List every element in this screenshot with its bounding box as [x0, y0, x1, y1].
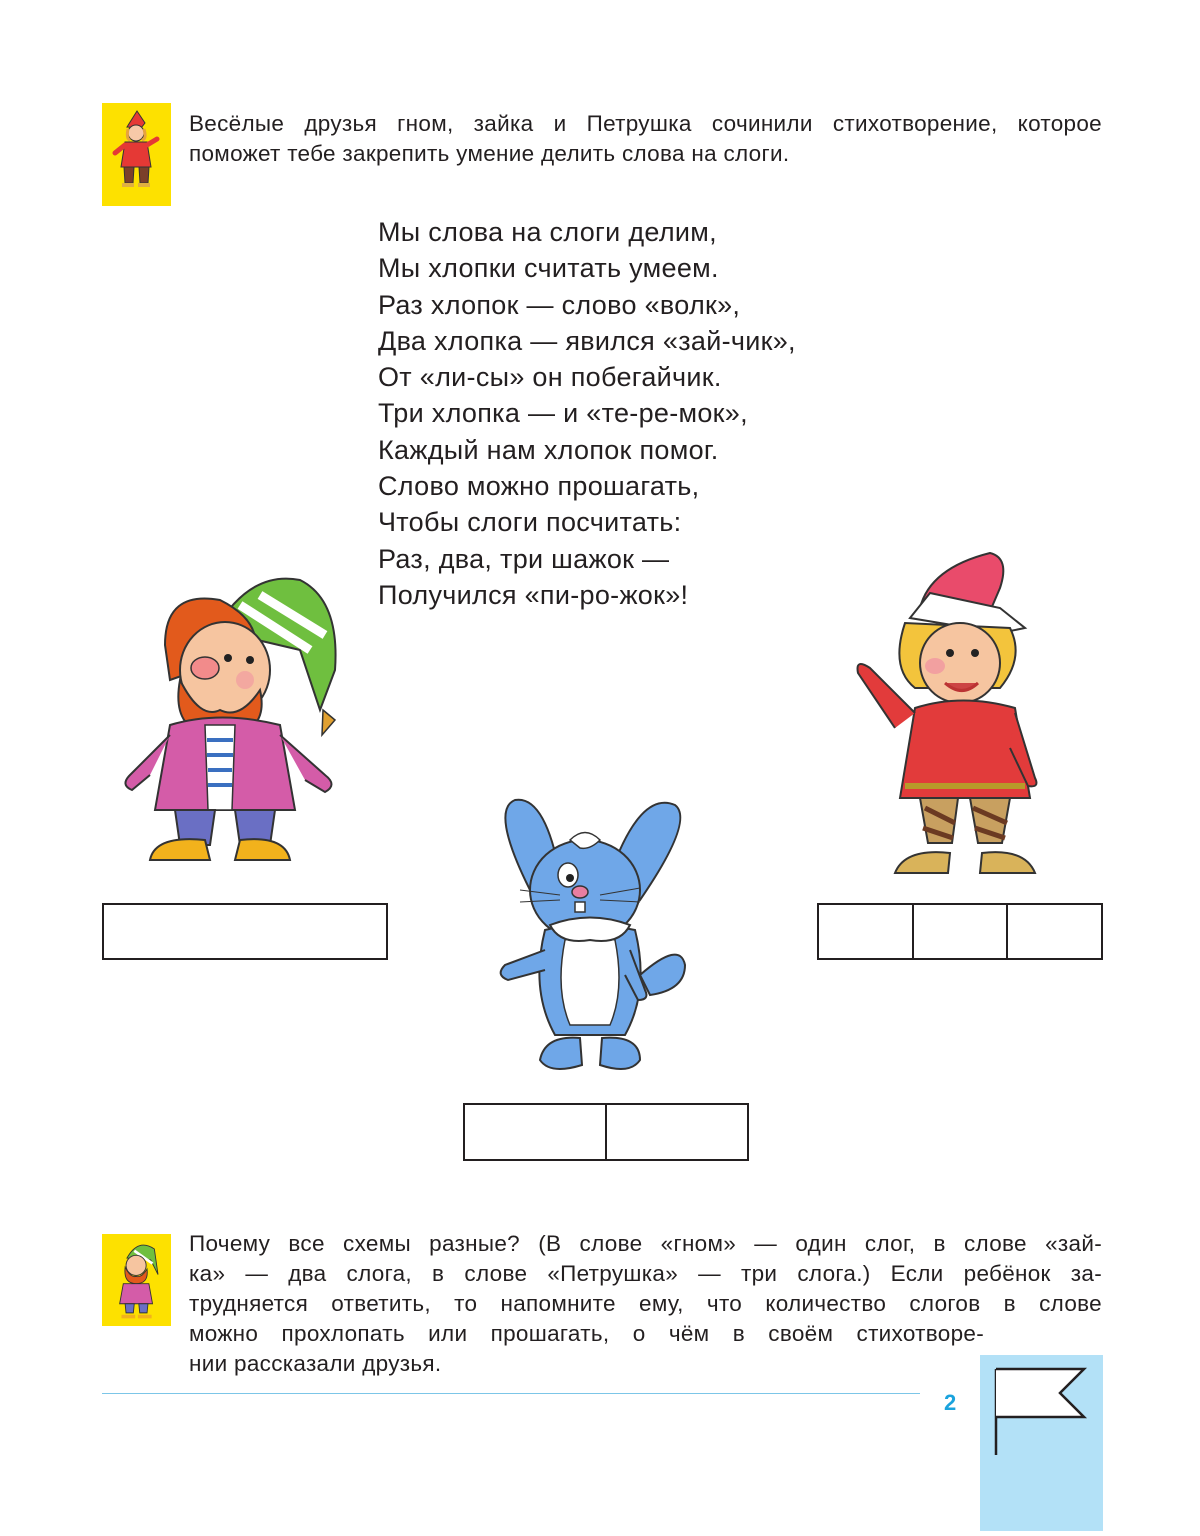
syllable-box[interactable] — [912, 905, 1007, 958]
poem-line: Раз, два, три шажок — — [378, 543, 670, 574]
syllable-box[interactable] — [104, 905, 386, 958]
poem-line: Два хлопка — явился «зай-чик», — [378, 325, 796, 356]
poem-line: Раз хлопок — слово «волк», — [378, 289, 741, 320]
note-line: трудняется ответить, то напомните ему, что количество слогов в слове — [189, 1291, 1102, 1316]
gnome-illustration — [110, 560, 350, 885]
poem-line: От «ли-сы» он побегайчик. — [378, 362, 722, 393]
poem-line: Три хлопка — и «те-ре-мок», — [378, 398, 748, 429]
poem — [378, 214, 796, 613]
gnome-syllable-scheme[interactable] — [102, 903, 388, 960]
syllable-box[interactable] — [1006, 905, 1101, 958]
note-line: Почему все схемы разные? (В слове «гном» — один слог, в слове «зай- — [189, 1231, 1102, 1256]
petrushka-syllable-scheme[interactable] — [817, 903, 1103, 960]
intro-line: Весёлые друзья гном, зайка и Петрушка сочинили стихотворение, которое — [189, 111, 1102, 136]
note-line: можно прохлопать или прошагать, о чём в своём стихотворе- — [189, 1321, 984, 1346]
margin-box — [980, 1355, 1103, 1531]
poem-line: Получился «пи-ро-жок»! — [378, 579, 689, 610]
bunny-syllable-scheme[interactable] — [463, 1103, 749, 1161]
note-line: ка» — два слога, в слове «Петрушка» — три слога.) Если ребёнок за- — [189, 1261, 1102, 1286]
poem-line: Чтобы слоги посчитать: — [378, 507, 682, 538]
poem-line: Мы слова на слоги делим, — [378, 217, 717, 247]
syllable-box[interactable] — [465, 1105, 605, 1159]
note-line: нии рассказали друзья. — [189, 1351, 442, 1376]
page-number: 2 — [944, 1390, 957, 1415]
poem-line: Мы хлопки считать умеем. — [378, 253, 719, 284]
teacher-note — [189, 1229, 1102, 1379]
flag-icon — [980, 1355, 1103, 1531]
poem-line: Каждый нам хлопок помог. — [378, 434, 719, 465]
bunny-illustration — [490, 790, 700, 1080]
poem-line: Слово можно прошагать, — [378, 471, 700, 502]
gnome-icon — [102, 1234, 171, 1326]
syllable-box[interactable] — [819, 905, 912, 958]
petrushka-icon — [102, 103, 171, 206]
intro-line: поможет тебе закрепить умение делить слова на слоги. — [189, 141, 790, 166]
footer-rule — [102, 1393, 920, 1394]
syllable-box[interactable] — [605, 1105, 747, 1159]
intro-text — [189, 109, 1102, 169]
petrushka-illustration — [850, 548, 1050, 878]
